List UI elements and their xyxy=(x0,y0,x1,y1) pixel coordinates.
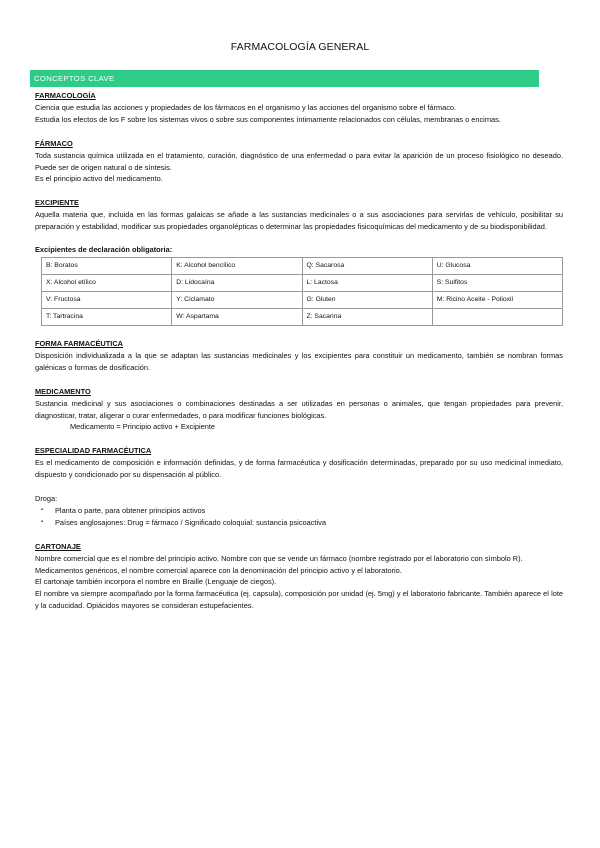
paragraph: Es el medicamento de composición e información definidas, y de forma farmacéutica y dosificación determinadas, preparado por su uso medicinal inmediato, dispuesto y condicionado por su dispensación al público. xyxy=(35,458,563,480)
droga-list xyxy=(35,505,563,529)
table-row xyxy=(42,308,563,325)
section-farmacologia xyxy=(35,90,563,126)
table-cell: T: Tartracina xyxy=(42,308,172,325)
paragraph: Aquella materia que, incluida en las formas galaicas se añade a las sustancias medicinales o a sus asociaciones para servirlas de vehículo, posibilitar su preparación y estabilidad, modificar sus propiedades organolépticas o determinar las propiedades fisicoquímicas del medicamento y de su biodisponibilidad. xyxy=(35,210,563,232)
section-banner: CONCEPTOS CLAVE xyxy=(30,70,539,87)
heading-farmaco: FÁRMACO xyxy=(35,138,73,148)
section-medicamento xyxy=(35,386,563,434)
paragraph: Estudia los efectos de los F sobre los sistemas vivos o sobre sus componentes íntimamente relacionados con células, membranas o encimas. xyxy=(35,114,501,124)
table-cell: M: Ricino Aceite - Polioxil xyxy=(432,291,562,308)
table-cell: D: Lidocaína xyxy=(172,274,302,291)
heading-farmacologia: FARMACOLOGÍA xyxy=(35,91,96,100)
paragraph: El nombre va siempre acompañado por la forma farmacéutica (ej. capsula), composición por unidad (ej. 5mg) y el laboratorio fabricante. También aparece el lote y la caducidad. Opiácidos mayores se consideran estupefacientes. xyxy=(35,589,563,611)
section-excipiente xyxy=(35,197,563,326)
excipientes-table xyxy=(41,257,563,326)
heading-forma-farmaceutica: FORMA FARMACÉUTICA xyxy=(35,338,123,348)
paragraph: Sustancia medicinal y sus asociaciones o combinaciones destinadas a ser utilizadas en personas o animales, que tengan propiedades para prevenir, diagnosticar, tratar, aligerar o curar enfermedades, o para modificar funciones biológicas. xyxy=(35,398,563,420)
formula: Medicamento = Principio activo + Excipiente xyxy=(70,422,216,432)
paragraph: Es el principio activo del medicamento. xyxy=(35,174,163,184)
table-cell: Q: Sacarosa xyxy=(302,257,432,274)
document-content xyxy=(35,90,563,612)
table-row xyxy=(42,257,563,274)
table-cell: U: Glucosa xyxy=(432,257,562,274)
section-cartonaje xyxy=(35,541,563,612)
table-cell: X: Alcohol etílico xyxy=(42,274,172,291)
paragraph: Medicamentos genéricos, el nombre comercial aparece con la denominación del principio activo y el laboratorio. xyxy=(35,565,402,575)
document-title: FARMACOLOGÍA GENERAL xyxy=(230,41,370,53)
table-cell: S: Sulfitos xyxy=(432,274,562,291)
table-row xyxy=(42,291,563,308)
paragraph: El cartonaje también incorpora el nombre en Braille (Lenguaje de ciegos). xyxy=(35,577,277,587)
paragraph: Disposición individualizada a la que se adaptan las sustancias medicinales y los excipientes para constituir un medicamento, también se nombran formas galénicas o formas de dosificación. xyxy=(35,350,563,372)
paragraph: Nombre comercial que es el nombre del principio activo. Nombre con que se vende un fármaco (nombre registrado por el laboratorio con símbolo R). xyxy=(35,553,523,563)
section-especialidad xyxy=(35,445,563,481)
table-cell: V: Fructosa xyxy=(42,291,172,308)
table-cell: Y: Ciclamato xyxy=(172,291,302,308)
heading-droga: Droga: xyxy=(35,494,58,504)
section-farmaco xyxy=(35,138,563,186)
table-cell: B: Boratos xyxy=(42,257,172,274)
heading-cartonaje: CARTONAJE xyxy=(35,541,81,551)
table-caption: Excipientes de declaración obligatoria: xyxy=(35,245,173,255)
heading-excipiente: EXCIPIENTE xyxy=(35,198,79,208)
section-forma-farmaceutica xyxy=(35,338,563,374)
paragraph: Toda sustancia química utilizada en el tratamiento, curación, diagnóstico de una enfermedad o para evitar la aparición de un proceso fisiológico no deseado. Puede ser de origen natural o de síntesis. xyxy=(35,150,563,172)
list-item: ▪ Países anglosajones: Drug = fármaco / Significado coloquial: sustancia psicoactiva xyxy=(55,517,563,529)
list-item: ▪ Planta o parte, para obtener principios activos xyxy=(55,505,563,517)
section-droga xyxy=(35,493,563,529)
heading-medicamento: MEDICAMENTO xyxy=(35,386,91,396)
table-cell: Z: Sacarina xyxy=(302,308,432,325)
table-cell: W: Aspartama xyxy=(172,308,302,325)
table-cell: K: Alcohol bencílico xyxy=(172,257,302,274)
paragraph: Ciencia que estudia las acciones y propiedades de los fármacos en el organismo y las acciones del organismo sobre el fármaco. xyxy=(35,102,457,112)
table-cell: G: Gluten xyxy=(302,291,432,308)
table-cell: L: Lactosa xyxy=(302,274,432,291)
heading-especialidad: ESPECIALIDAD FARMACÉUTICA xyxy=(35,446,152,456)
table-cell xyxy=(432,308,562,325)
table-row xyxy=(42,274,563,291)
